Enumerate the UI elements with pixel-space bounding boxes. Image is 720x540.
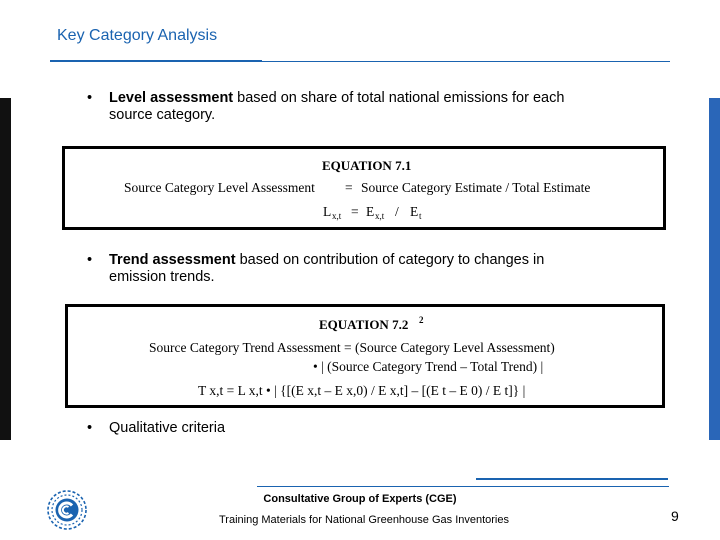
formula-Et: E (410, 204, 419, 219)
left-accent-bar (0, 98, 11, 440)
bullet-line (109, 90, 564, 107)
formula-slash: / (395, 204, 399, 219)
bullet-marker: • (87, 252, 93, 268)
right-accent-bar (709, 98, 720, 440)
bullet-marker: • (87, 420, 93, 436)
equation-7-2-formula: T x,t = L x,t • | {[(E x,t – E x,0) / E x,t] – [(E t – E 0) / E t]} | (198, 383, 526, 398)
formula-E-sub: x,t (375, 211, 385, 221)
footer-rule-thin (257, 486, 669, 487)
equation-7-2-superscript: 2 (419, 315, 424, 325)
bullet-bold: Trend assessment (109, 252, 236, 268)
footer-organization: Consultative Group of Experts (CGE) (263, 493, 457, 505)
equation-7-2-box (65, 304, 665, 408)
equation-7-2-line-2: • | (Source Category Trend – Total Trend) | (313, 359, 544, 374)
bullet-marker: • (87, 90, 93, 106)
equation-7-1-rhs: Source Category Estimate / Total Estimate (361, 180, 591, 195)
footer-rule-thick (476, 478, 668, 480)
footer-subtitle: Training Materials for National Greenhouse Gas Inventories (218, 514, 509, 526)
title-underline-left (50, 60, 262, 62)
equation-7-1-lhs: Source Category Level Assessment (124, 180, 315, 195)
bullet-rest: based on share of total national emissions for each (233, 90, 565, 106)
equation-7-1-box (62, 146, 666, 230)
bullet-line-2: emission trends. (109, 269, 215, 285)
equation-7-2 (68, 307, 662, 405)
formula-equals: = (351, 204, 359, 219)
bullet-line-2: source category. (109, 107, 216, 123)
bullet-trend-assessment (87, 252, 647, 288)
bullet-line (109, 252, 544, 269)
formula-E: E (366, 204, 375, 219)
formula-L-sub: x,t (332, 211, 342, 221)
formula-Et-sub: t (419, 211, 422, 221)
bullet-bold: Level assessment (109, 90, 234, 106)
page-number: 9 (671, 508, 679, 524)
equation-7-1 (65, 149, 663, 227)
title-underline-right (262, 61, 670, 62)
bullet-text: Qualitative criteria (109, 420, 226, 436)
bullet-rest: based on contribution of category to changes in (235, 252, 545, 268)
bullet-qualitative-criteria (87, 420, 487, 438)
equation-7-2-heading: EQUATION 7.2 (319, 317, 409, 332)
equation-7-2-line-1: Source Category Trend Assessment = (Source Category Level Assessment) (149, 340, 555, 355)
equation-7-1-equals: = (345, 180, 353, 195)
slide-title: Key Category Analysis (57, 27, 218, 44)
equation-7-1-heading: EQUATION 7.1 (322, 158, 412, 173)
bullet-level-assessment (87, 90, 647, 126)
formula-L: L (323, 204, 332, 219)
